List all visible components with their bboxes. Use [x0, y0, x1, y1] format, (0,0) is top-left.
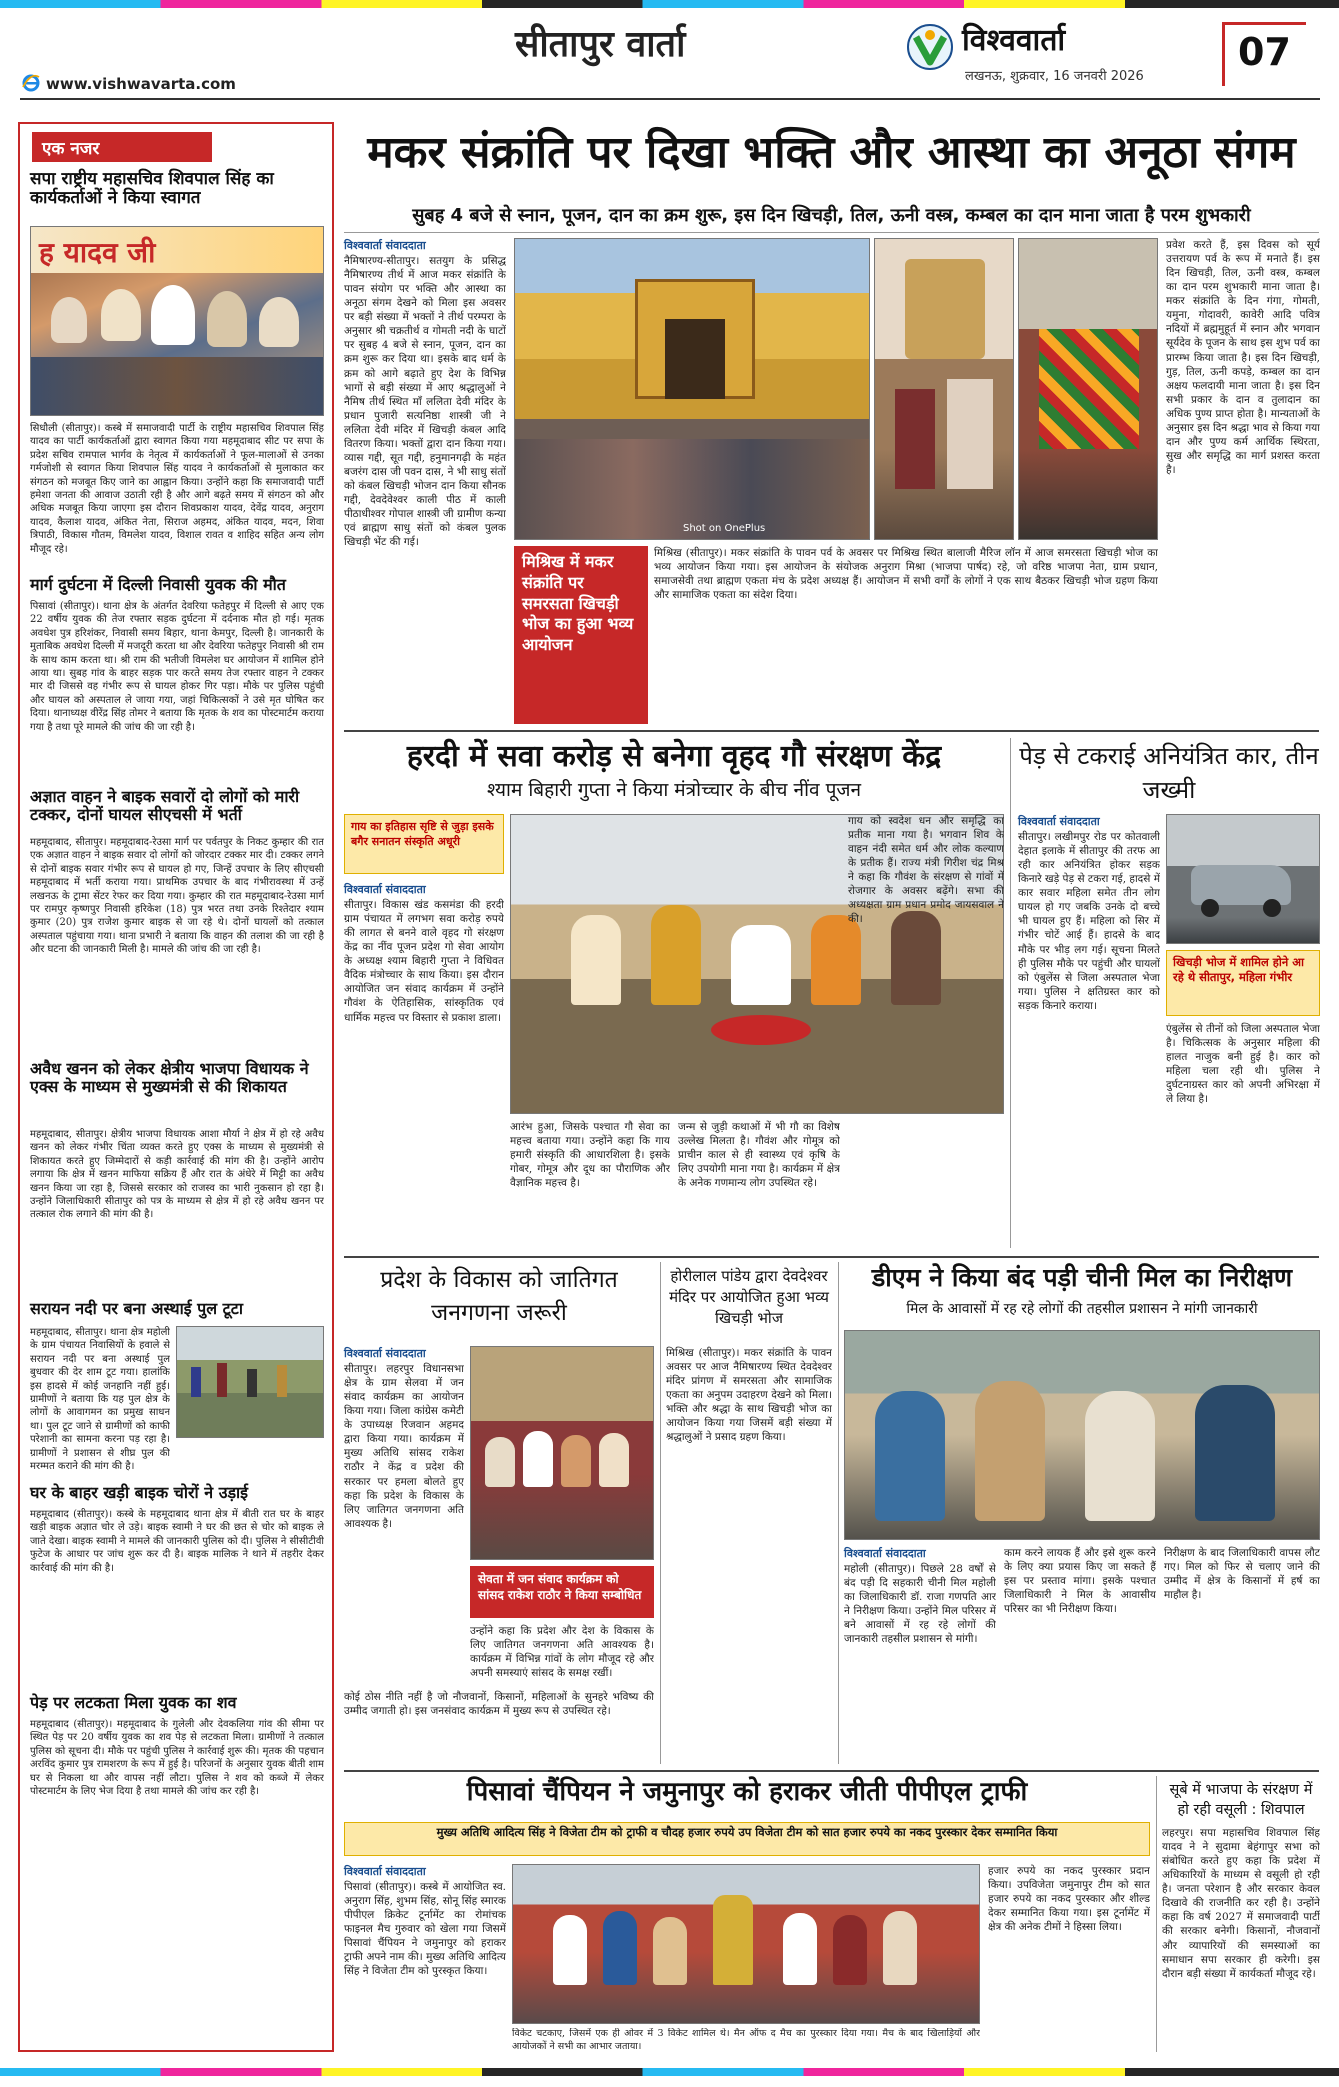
ie-icon [22, 74, 40, 92]
lead-inset-caption: मिश्रिख में मकर संक्रांति पर समरसता खिचड़ी भोज का हुआ भव्य आयोजन [514, 546, 648, 724]
sidebar-story7-body: महमूदाबाद (सीतापुर)। महमूदाबाद के गुलेली और देवकलिया गांव की सीमा पर स्थित पेड़ पर 20 वर्षीय युवक का शव पेड़ से लटकता मिला। ग्रामीणों ने तत्काल पुलिस को सूचना दी। मौके पर पहुंची पुलिस ने कार्रवाई शुरू की। मृतक की पहचान अरविंद कुमार पुत्र रामशरण के रूप में हुई है। परिजनों के अनुसार युवक बीती शाम घर से निकला था और वापस नहीं लौटा। पुलिस ने शव को कब्जे में लेकर पोस्टमार्टम के लिए भेज दिया है तथा मामले की जांच कर रही है। [30, 1719, 324, 1797]
sugar-headline: डीएम ने किया बंद पड़ी चीनी मिल का निरीक्षण [871, 1263, 1293, 1292]
gau-headline: हरदी में सवा करोड़ से बनेगा वृहद गौ संरक्षण केंद्र [406, 739, 942, 774]
sports-body-col2: हजार रुपये का नकद पुरस्कार प्रदान किया। उपविजेता जमुनापुर टीम को सात हजार रुपये का नकद पुरस्कार और शील्ड देकर सम्मानित किया गया। इस टूर्नामेंट में क्षेत्र की अनेक टीमों ने हिस्सा लिया। [988, 1865, 1150, 1934]
gau-body-col1: सीतापुर। विकास खंड कसमंडा की हरदी ग्राम पंचायत में लगभग सवा करोड़ रुपये की लागत से बनने वाले वृहद गो संरक्षण केंद्र का नींव पूजन प्रदेश गो सेवा आयोग के अध्यक्ष श्याम बिहारी गुप्ता ने विधिवत वैदिक मंत्रोच्चार के साथ किया। इस दौरान आयोजित जन संवाद कार्यक्रम में उन्होंने गौवंश के ऐतिहासिक, सांस्कृतिक एवं धार्मिक महत्त्व पर विस्तार से प्रकाश डाला। [344, 899, 504, 1024]
top-color-strip [0, 0, 1339, 8]
census-right-rule [660, 1262, 661, 1764]
sidebar-story2-headline: मार्ग दुर्घटना में दिल्ली निवासी युवक की मौत [30, 575, 286, 594]
accident-tag: खिचड़ी भोज में शामिल होने आ रहे थे सीतापुर, महिला गंभीर [1166, 950, 1320, 1016]
sports-byline: विश्ववार्ता संवाददाता [344, 1865, 426, 1878]
accident-body: सीतापुर। लखीमपुर रोड पर कोतवाली देहात इलाके में सीतापुर की तरफ आ रही कार अनियंत्रित होकर सड़क किनारे खड़े पेड़ से टकरा गई, हादसे में कार सवार महिला समेत तीन लोग घायल हो गए जबकि उनके दो बच्चे भी घायल हुए हैं। महिला को सिर में गंभीर चोटें आई हैं। हादसे के बाद मौके पर भीड़ लग गई। सूचना मिलते ही पुलिस मौके पर पहुंची और घायलों को एंबुलेंस से जिला अस्पताल भेजा गया। पुलिस ने क्षतिग्रस्त कार को सड़क किनारे कराया। [1018, 831, 1160, 1012]
khichdi-body: मिश्रिख (सीतापुर)। मकर संक्रांति के पावन अवसर पर आज नैमिषारण्य स्थित देवदेश्वर मंदिर प्रांगण में समरसता और सामाजिक एकता का अनुपम उदाहरण देखने को मिला। भक्ति और श्रद्धा के साथ खिचड़ी भोज का आयोजन किया गया जिसमें बड़ी संख्या में श्रद्धालुओं ने प्रसाद ग्रहण किया। [666, 1347, 832, 1444]
website-url[interactable]: www.vishwavarta.com [46, 75, 236, 93]
census-body-col1: सीतापुर। लहरपुर विधानसभा क्षेत्र के ग्राम सेलवा में जन संवाद कार्यक्रम का आयोजन किया गया। जिला कांग्रेस कमेटी के उपाध्यक्ष रिजवान अहमद द्वारा किया गया। कार्यक्रम में मुख्य अतिथि सांसद राकेश राठौर ने केंद्र व प्रदेश की सरकार पर हमला बोलते हुए कहा कि प्रदेश के विकास के लिए जातिगत जनगणना अति आवश्यक है। [344, 1363, 464, 1530]
lead-subheadline: सुबह 4 बजे से स्नान, पूजन, दान का क्रम शुरू, इस दिन खिचड़ी, तिल, ऊनी वस्त्र, कम्बल का दान माना जाता है परम शुभकारी [412, 205, 1251, 226]
photo-banner-text: ह यादव जी [39, 236, 156, 269]
brand-name: विश्ववार्ता [962, 23, 1066, 58]
census-caption: सेवता में जन संवाद कार्यक्रम को सांसद राकेश राठौर ने किया सम्बोधित [470, 1566, 654, 1618]
census-body-col2: उन्होंने कहा कि प्रदेश और देश के विकास के लिए जातिगत जनगणना अति आवश्यक है। कार्यक्रम में विभिन्न गांवों के लोग मौजूद रहे और अपनी समस्याएं सांसद के समक्ष रखीं। [470, 1625, 654, 1680]
bjp-headline: सूबे में भाजपा के संरक्षण में हो रही वसूली : शिवपाल [1169, 1782, 1313, 1819]
sugar-byline: विश्ववार्ता संवाददाता [844, 1547, 926, 1560]
section-title: सीतापुर वार्ता [515, 24, 686, 65]
lead-body-col4: प्रवेश करते हैं, इस दिवस को सूर्य उत्तरायण पर्व के रूप में मनाते हैं। इस दिन खिचड़ी, तिल, ऊनी वस्त्र, कम्बल का दान परम शुभकारी माना जाता है। मकर संक्रांति के दिन गंगा, गोमती, यमुना, गोदावरी, कावेरी आदि पवित्र नदियों में ब्रह्ममुहूर्त में स्नान और भगवान सूर्यदेव के पूजन के साथ इस शुभ पर्व का प्रारम्भ किया जाता है। इस दिन खिचड़ी, गुड़, तिल, ऊनी कपड़े, कम्बल का दान अक्षय फलदायी माना जाता है। इस दिन सभी प्रकार के दान व तुलादान का अधिक पुण्य प्राप्त होता है। मान्यताओं के अनुसार इस दिन श्रद्धा भाव से किया गया दान और पुण्य कर्म आर्थिक स्थिरता, सुख और समृद्धि का मार्ग प्रशस्त करता है। [1166, 239, 1320, 476]
accident-body2: एंबुलेंस से तीनों को जिला अस्पताल भेजा है। चिकित्सक के अनुसार महिला की हालत नाजुक बनी हुई है। कार को महिला चला रही थी। पुलिस ने दुर्घटनाग्रस्त कार को अपनी अभिरक्षा में ले लिया है। [1166, 1023, 1320, 1106]
sidebar-story2-body: पिसावां (सीतापुर)। थाना क्षेत्र के अंतर्गत देवरिया फतेहपुर में दिल्ली से आए एक 22 वर्षीय युवक की तेज रफ्तार सड़क दुर्घटना में दर्दनाक मौत हो गई। मृतक अवधेश पुत्र हरिशंकर, निवासी समय बिहार, थाना केमपुर, दिल्ली है। जानकारी के मुताबिक अवधेश दिल्ली में मजदूरी करता था और देवरिया फतेहपुर निवासी श्री राम के साथ काम करता था। श्री राम की भतीजी विमलेश घर आयोजन में शामिल होने आया था। सुबह गांव के बाहर सड़क पार करते समय तेज रफ्तार वाहन ने टक्कर मार दी जिससे वह गंभीर रूप से घायल होकर गिर पड़ा। मौके पर पुलिस पहुंची और घायल को अस्पताल ले जाया गया, जहां चिकित्सकों ने उसे मृत घोषित कर दिया। थानाध्यक्ष वीरेंद्र सिंह तोमर ने बताया कि मृतक के शव का पोस्टमार्टम कराया गया है तथा पूरे मामले की जांच की जा रही है। [30, 601, 324, 733]
bjp-body: लहरपुर। सपा महासचिव शिवपाल सिंह यादव ने ने सुदामा बेहंगापुर सभा को संबोधित करते हुए कहा कि प्रदेश में अधिकारियों के माध्यम से वसूली हो रही है। जनता परेशान है और सरकार केवल दिखावे की राजनीति कर रही है। उन्होंने कहा कि वर्ष 2027 में समाजवादी पार्टी की सरकार बनेगी। किसानों, नौजवानों और व्यापारियों की समस्याओं का समाधान सपा सरकार ही करेगी। इस दौरान बड़ी संख्या में कार्यकर्ता मौजूद रहे। [1162, 1827, 1320, 1980]
sports-right-rule [1156, 1776, 1157, 2052]
lead-photo-right [1018, 238, 1158, 540]
masthead-rule [20, 98, 1320, 100]
sidebar-story5-headline: सरायन नदी पर बना अस्थाई पुल टूटा [30, 1299, 243, 1318]
sidebar-story6-headline: घर के बाहर खड़ी बाइक चोरों ने उड़ाई [30, 1483, 249, 1502]
sidebar-ek-nazar [18, 122, 334, 2052]
gau-byline: विश्ववार्ता संवाददाता [344, 883, 426, 896]
sidebar-story3-body: महमूदाबाद, सीतापुर। महमूदाबाद-रेउसा मार्ग पर पर्वतपुर के निकट कुम्हार की रात एक अज्ञात वाहन ने बाइक सवार दो लोगों को जोरदार टक्कर मार दी। टक्कर लगने से दोनों बाइक सवार गंभीर रूप से घायल हो गए, जिन्हें उपचार के लिए सीएचसी महमूदाबाद में भर्ती कराया गया। प्राथमिक उपचार के बाद गंभीरावस्था में उन्हें लखनऊ के ट्रामा सेंटर रेफर कर दिया गया। कुम्हार की रात महमूदाबाद-रेउसा मार्ग पर रामपुर कृष्णपुर निवासी हरिकेश (18) पुत्र भरत तथा उनके रिश्तेदार श्याम कुमार (20) पुत्र राजेश कुमार बाइक से जा रहे थे। दोनों घायलों को तत्काल अस्पताल पहुंचाया गया। थाना प्रभारी ने बताया कि वाहन की तलाश की जा रही है और घटना की जानकारी मिली है। मामले की जांच की जा रही है। [30, 837, 324, 956]
masthead [0, 0, 1339, 100]
khichdi-right-rule [838, 1262, 839, 1764]
sugar-body-col2: काम करने लायक हैं और इसे शुरू करने के लिए क्या प्रयास किए जा सकते हैं इस पर प्रस्ताव मांगा। इसके पश्चात जिलाधिकारी ने मिल के आवासीय परिसर का भी निरीक्षण किया। [1004, 1547, 1156, 1616]
accident-headline: पेड़ से टकराई अनियंत्रित कार, तीन जख्मी [1019, 742, 1319, 804]
brand-logo-icon [905, 22, 955, 72]
census-headline: प्रदेश के विकास को जातिगत जनगणना जरूरी [380, 1267, 618, 1327]
lead-photo-middle [874, 238, 1014, 540]
footer-color-strip [0, 2068, 1339, 2076]
photo-watermark: Shot on OnePlus [683, 523, 766, 534]
accident-byline: विश्ववार्ता संवाददाता [1018, 815, 1100, 828]
sidebar-story6-body: महमूदाबाद (सीतापुर)। कस्बे के महमूदाबाद थाना क्षेत्र में बीती रात घर के बाहर खड़ी बाइक अज्ञात चोर ले उड़े। बाइक स्वामी ने घर की छत से चोर को बाइक ले जाते देखा। बाइक स्वामी ने मामले की जानकारी पुलिस को दी। पुलिस ने सीसीटीवी फुटेज के आधार पर जांच शुरू कर दी है। बाइक मालिक ने थाने में तहरीर देकर कार्रवाई की मांग की है। [30, 1509, 324, 1574]
gau-subheadline: श्याम बिहारी गुप्ता ने किया मंत्रोच्चार के बीच नींव पूजन [486, 779, 862, 801]
sidebar-story3-headline: अज्ञात वाहन ने बाइक सवारों दो लोगों को मारी टक्कर, दोनों घायल सीएचसी में भर्ती [30, 787, 300, 824]
lead-headline: मकर संक्रांति पर दिखा भक्ति और आस्था का अनूठा संगम [367, 127, 1296, 178]
sugar-body-col1: महोली (सीतापुर)। पिछले 28 वर्षों से बंद पड़ी दि सहकारी चीनी मिल महोली का जिलाधिकारी डॉ. राजा गणपति आर ने निरीक्षण किया। उन्होंने मिल परिसर में बने आवासों में रह रहे लोगों की जानकारी तहसील प्रशासन से मांगी। [844, 1563, 996, 1646]
lead-byline: विश्ववार्ता संवाददाता [344, 239, 426, 252]
sugar-body-col3: निरीक्षण के बाद जिलाधिकारी वापस लौट गए। मिल को फिर से चलाए जाने की उम्मीद में क्षेत्र के किसानों में हर्ष का माहौल है। [1164, 1547, 1320, 1602]
khichdi-headline: होरीलाल पांडेय द्वारा देवदेश्वर मंदिर पर आयोजित हुआ भव्य खिचड़ी भोज [669, 1267, 829, 1327]
lead-rule [344, 232, 1319, 233]
lower-rule [344, 1770, 1319, 1772]
census-body-col3: कोई ठोस नीति नहीं है जो नौजवानों, किसानों, महिलाओं के सुनहरे भविष्य की उम्मीद जगाती हो। इस जनसंवाद कार्यक्रम में मुख्य रूप से उपस्थित रहे। [344, 1691, 654, 1718]
gau-body-col4: गाय को स्वदेश धन और समृद्धि का प्रतीक माना गया है। भगवान शिव के वाहन नंदी समेत धर्म और लोक कल्याण के प्रतीक हैं। राज्य मंत्री गिरीश चंद्र मिश्र ने कहा कि गौवंश के संरक्षण से गांवों में रोजगार के अवसर बढ़ेंगे। सभा की अध्यक्षता ग्राम प्रधान प्रमोद जायसवाल ने की। [848, 815, 1004, 926]
lead-inset-body: मिश्रिख (सीतापुर)। मकर संक्रांति के पावन पर्व के अवसर पर मिश्रिख स्थित बालाजी मैरिज लॉन में आज समरसता खिचड़ी भोज का भव्य आयोजन किया गया। इस आयोजन के संयोजक अनुराग मिश्रा (भाजपा पार्षद) रहे, जो वरिष्ठ भाजपा नेता, ग्राम प्रधान, समाजसेवी तथा ब्राह्मण एकता मंच के प्रदेश अध्यक्ष हैं। आयोजन में सभी वर्गों के लोगों ने एक साथ बैठकर खिचड़ी भोज ग्रहण किया और सामाजिक एकता का संदेश दिया। [654, 547, 1158, 602]
sports-body-col1: पिसावां (सीतापुर)। कस्बे में आयोजित स्व. अनुराग सिंह, शुभम सिंह, सोनू सिंह स्मारक पीपीएल क्रिकेट टूर्नामेंट का रोमांचक फाइनल मैच गुरुवार को खेला गया जिसमें पिसावां चैंपियन ने जमुनापुर को हराकर ट्राफी अपने नाम की। मुख्य अतिथि आदित्य सिंह ने विजेता टीम को पुरस्कृत किया। [344, 1881, 506, 1978]
sports-caption-strip: विकेट चटकाए, जिसमें एक ही ओवर में 3 विकेट शामिल थे। मैन ऑफ द मैच का पुरस्कार दिया गया। मैच के बाद खिलाड़ियों और आयोजकों ने सभी का आभार जताया। [512, 2028, 980, 2052]
sidebar-story5-photo [176, 1326, 324, 1438]
sidebar-story5-body: महमूदाबाद, सीतापुर। थाना क्षेत्र महोली के ग्राम पंचायत निवासियों के हवाले से सरायन नदी पर बना अस्थाई पुल बुधवार की देर शाम टूट गया। हालांकि इस हादसे में कोई जनहानि नहीं हुई। ग्रामीणों ने बताया कि यह पुल क्षेत्र के लोगों के आवागमन का प्रमुख साधन था। पुल टूट जाने से ग्रामीणों को काफी परेशानी का सामना करना पड़ रहा है। ग्रामीणों ने प्रशासन से शीघ्र पुल की मरम्मत कराने की मांग की है। [30, 1327, 170, 1472]
gau-body-col3: जन्म से जुड़ी कथाओं में भी गौ का विशेष उल्लेख मिलता है। गौवंश और गोमूत्र को प्राचीन काल से ही स्वास्थ्य एवं कृषि के लिए उपयोगी माना गया है। कार्यक्रम में क्षेत्र के अनेक गणमान्य लोग उपस्थित रहे। [678, 1121, 840, 1190]
accident-photo [1166, 814, 1320, 944]
sidebar-story7-headline: पेड़ पर लटकता मिला युवक का शव [30, 1693, 237, 1712]
census-photo [470, 1346, 654, 1560]
gau-right-rule [1010, 738, 1011, 1248]
lead-photo-left [514, 238, 870, 540]
census-byline: विश्ववार्ता संवाददाता [344, 1347, 426, 1360]
sugar-photo [844, 1330, 1320, 1540]
sidebar-label: एक नजर [32, 132, 212, 162]
sports-headline: पिसावां चैंपियन ने जमुनापुर को हराकर जीती पीपीएल ट्राफी [466, 1777, 1028, 1807]
sports-photo [512, 1864, 980, 2024]
page-number: 07 [1238, 30, 1291, 74]
sidebar-story4-headline: अवैध खनन को लेकर क्षेत्रीय भाजपा विधायक ने एक्स के माध्यम से मुख्यमंत्री से की शिकायत [30, 1059, 309, 1096]
gau-tag: गाय का इतिहास सृष्टि से जुड़ा इसके बगैर सनातन संस्कृति अधूरी [344, 814, 504, 874]
lead-bottom-rule [344, 730, 1319, 732]
date-line: लखनऊ, शुक्रवार, 16 जनवरी 2026 [965, 69, 1144, 84]
sidebar-story1-photo [30, 226, 324, 416]
gau-body-col2: आरंभ हुआ, जिसके पश्चात गौ सेवा का महत्त्व बताया गया। उन्होंने कहा कि गाय हमारी संस्कृति की आधारशिला है। इसके गोबर, गोमूत्र और दूध का पौराणिक और वैज्ञानिक महत्त्व है। [510, 1121, 670, 1190]
mid-rule [344, 1256, 1319, 1258]
sidebar-story1-body: सिधौली (सीतापुर)। कस्बे में समाजवादी पार्टी के राष्ट्रीय महासचिव शिवपाल सिंह यादव का पार्टी कार्यकर्ताओं द्वारा स्वागत किया गया महमूदाबाद सीट पर सपा के प्रदेश सचिव रामपाल भार्गव के नेतृत्व में कार्यकर्ताओं ने फूल-मालाओं से उनका गर्मजोशी से स्वागत किया शिवपाल सिंह यादव ने कार्यकर्ताओं से मुलाकात कर संगठन को मजबूत किए जाने का आह्वान किया। उन्होंने कहा कि समाजवादी पार्टी हमेशा जनता की आवाज उठाती रही है और आगे बढ़ते समय में संगठन को और अधिक मजबूत किया जाएगा इस दौरान शिवप्रकाश यादव, देवेंद्र यादव, अनुराग यादव, कैलाश यादव, अंकित नेता, सिराज अहमद, अंकित यादव, मदन, शिवा त्रिपाठी, विकास गौतम, विमलेश यादव, विशाल रावत व शाहिद सहित अन्य लोग मौजूद रहे। [30, 423, 324, 555]
sports-subheadline: मुख्य अतिथि आदित्य सिंह ने विजेता टीम को ट्राफी व चौदह हजार रुपये उप विजेता टीम को सात हजार रुपये का नकद पुरस्कार देकर सम्मानित किया [436, 1825, 1058, 1839]
sugar-subheadline: मिल के आवासों में रह रहे लोगों की तहसील प्रशासन ने मांगी जानकारी [906, 1301, 1258, 1317]
sidebar-story1-headline: सपा राष्ट्रीय महासचिव शिवपाल सिंह का कार्यकर्ताओं ने किया स्वागत [30, 169, 274, 209]
lead-body-col1: नैमिषारण्य-सीतापुर। सतयुग के प्रसिद्ध नैमिषारण्य तीर्थ में आज मकर संक्रांति के पावन संयोग पर भक्ति और आस्था का अनूठा संगम देखने को मिला इस अवसर पर बड़ी संख्या में भक्तों ने तीर्थ परम्परा के अनुसार श्री चक्रतीर्थ व गोमती नदी के घाटों पर सुबह 4 बजे से स्नान, पूजन, दान का क्रम शुरू कर दिया था। इसके बाद धर्म के क्रम को आगे बढ़ाते हुए देश के विभिन्न भागों से बड़ी संख्या में आए श्रद्धालुओं ने नैमिष तीर्थ स्थित माँ ललिता देवी मंदिर के प्रधान पुजारी सत्यनिष्ठा शास्त्री जी ने ललिता देवी मंदिर में खिचड़ी कंबल आदि वितरण किया। भक्तों द्वारा दान किया गया। व्यास गद्दी, सूत गद्दी, हनुमानगढ़ी के महंत बजरंग दास जी पवन दास, ने भी साधु संतों को कंबल खिचड़ी भोजन दान किया सौनक गद्दी, देवदेवेश्वर काली पीठ में काली पीठाधीश्वर गोपाल शास्त्री जी ग्रामीण कन्या एवं ब्राह्मण साधु संतों को कंबल पुलक खिचड़ी भेंट की गई। [344, 255, 506, 549]
sidebar-story4-body: महमूदाबाद, सीतापुर। क्षेत्रीय भाजपा विधायक आशा मौर्या ने क्षेत्र में हो रहे अवैध खनन को लेकर गंभीर चिंता व्यक्त करते हुए एक्स के माध्यम से मुख्यमंत्री से शिकायत करते हुए जिम्मेदारों से कड़ी कार्रवाई की मांग की है। उन्होंने आरोप लगाया कि क्षेत्र में खनन माफिया सक्रिय हैं और रात के अंधेरे में मिट्टी का अवैध खनन किया जा रहा है, जिससे सरकार को राजस्व का भारी नुकसान हो रहा है। उन्होंने जिलाधिकारी सीतापुर को पत्र के माध्यम से क्षेत्र में हो रहे अवैध खनन पर तत्काल रोक लगाने की मांग की है। [30, 1129, 324, 1221]
